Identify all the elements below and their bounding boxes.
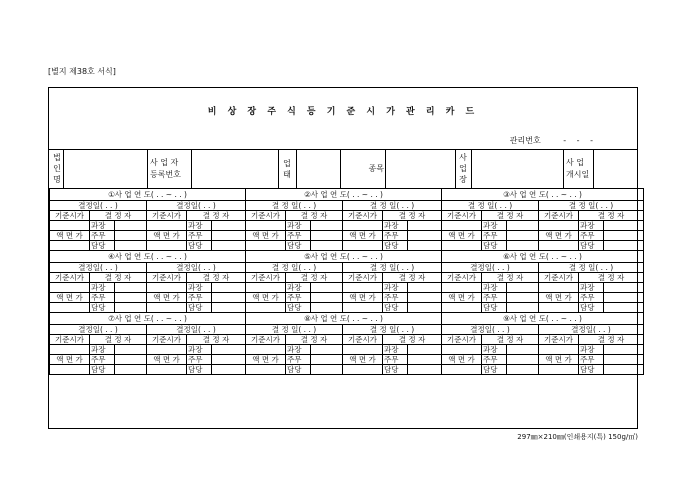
chief-sign[interactable] (212, 293, 246, 303)
director-label: 과장 (579, 221, 604, 231)
chief-label: 주무 (187, 231, 212, 241)
base-price-label: 기준시가 (246, 335, 286, 345)
officer-sign[interactable] (408, 303, 442, 313)
chief-label: 주무 (90, 293, 115, 303)
decision-date-cell: 결정일( . . ) (50, 263, 147, 273)
base-price-label: 기준시가 (50, 273, 90, 283)
fiscal-year-row (50, 313, 644, 325)
face-value-value[interactable] (147, 241, 187, 251)
decision-date-row (50, 201, 644, 211)
chief-sign[interactable] (604, 355, 644, 365)
base-price-label: 기준시가 (442, 335, 482, 345)
decision-date-cell: 결정일( . . ) (50, 325, 147, 335)
decision-date-cell: 결정일( . . ) (147, 263, 246, 273)
chief-label: 주무 (383, 231, 408, 241)
director-sign[interactable] (604, 283, 644, 293)
base-price-label: 기준시가 (147, 335, 187, 345)
base-price-label: 기준시가 (539, 273, 579, 283)
decider-label: 결 정 자 (579, 211, 644, 221)
chief-sign[interactable] (115, 293, 147, 303)
base-price-value[interactable] (442, 345, 482, 355)
chief-sign[interactable] (212, 355, 246, 365)
place-char: 업 (459, 164, 467, 173)
decision-date-cell: 결 정 일( . . ) (539, 263, 644, 273)
director-label: 과장 (286, 283, 311, 293)
decider-label: 결 정 자 (383, 211, 442, 221)
director-sign[interactable] (408, 221, 442, 231)
chief-sign[interactable] (507, 231, 539, 241)
base-price-value[interactable] (442, 283, 482, 293)
place-char: 사 (459, 153, 467, 162)
face-value-label: 액 면 가 (147, 293, 187, 303)
base-price-label: 기준시가 (442, 211, 482, 221)
face-value-value[interactable] (539, 241, 579, 251)
registration-row (49, 150, 637, 188)
officer-label: 담당 (383, 365, 408, 375)
chief-label: 주무 (286, 231, 311, 241)
director-label: 과장 (383, 345, 408, 355)
face-value-value[interactable] (50, 241, 90, 251)
face-value-label: 액 면 가 (343, 231, 383, 241)
director-label: 과장 (90, 221, 115, 231)
officer-label: 담당 (90, 241, 115, 251)
decision-date-row (50, 325, 644, 335)
card-title: 비 상 장 주 식 등 기 준 시 가 관 리 카 드 (207, 107, 479, 117)
officer-label: 담당 (482, 303, 507, 313)
director-sign[interactable] (408, 345, 442, 355)
director-sign[interactable] (212, 221, 246, 231)
decision-date-cell: 결 정 일( . . ) (343, 263, 442, 273)
fiscal-year-grid (49, 188, 644, 375)
chief-label: 주무 (383, 293, 408, 303)
director-sign[interactable] (507, 283, 539, 293)
officer-sign[interactable] (507, 303, 539, 313)
business-reg-no-line: 사 업 자 (150, 158, 179, 167)
decision-date-cell: 결 정 일( . . ) (539, 201, 644, 211)
decision-date-cell: 결정일( . . ) (147, 325, 246, 335)
director-sign[interactable] (604, 221, 644, 231)
face-value-label: 액 면 가 (343, 293, 383, 303)
base-price-label: 기준시가 (343, 211, 383, 221)
face-value-value[interactable] (343, 365, 383, 375)
price-header-row (50, 211, 644, 221)
base-price-value[interactable] (147, 283, 187, 293)
chief-sign[interactable] (604, 231, 644, 241)
base-price-value[interactable] (539, 221, 579, 231)
face-value-value[interactable] (147, 365, 187, 375)
face-value-value[interactable] (50, 303, 90, 313)
business-type-label-cell (278, 150, 296, 188)
officer-label: 담당 (286, 303, 311, 313)
officer-label: 담당 (383, 241, 408, 251)
director-sign[interactable] (212, 283, 246, 293)
face-value-value[interactable] (539, 303, 579, 313)
decision-date-cell: 결정일( . . ) (50, 201, 147, 211)
decider-label: 결 정 자 (482, 211, 539, 221)
officer-sign[interactable] (604, 365, 644, 375)
face-value-label: 액 면 가 (50, 231, 90, 241)
director-label: 과장 (187, 221, 212, 231)
face-value-label: 액 면 가 (442, 355, 482, 365)
officer-label: 담당 (286, 365, 311, 375)
base-price-label: 기준시가 (50, 211, 90, 221)
decider-label: 결 정 자 (187, 211, 246, 221)
chief-label: 주무 (90, 355, 115, 365)
corp-name-char: 인 (53, 164, 61, 173)
decider-label: 결 정 자 (187, 273, 246, 283)
chief-sign[interactable] (311, 231, 343, 241)
chief-label: 주무 (579, 293, 604, 303)
director-label: 과장 (482, 283, 507, 293)
chief-sign[interactable] (311, 293, 343, 303)
face-value-value[interactable] (442, 365, 482, 375)
start-date-line: 사 업 (566, 158, 584, 167)
officer-label: 담당 (482, 241, 507, 251)
face-value-value[interactable] (50, 365, 90, 375)
director-sign[interactable] (311, 221, 343, 231)
officer-label: 담당 (286, 241, 311, 251)
start-date-value[interactable] (593, 150, 638, 188)
place-char: 장 (459, 175, 467, 184)
chief-label: 주무 (286, 293, 311, 303)
officer-sign[interactable] (115, 365, 147, 375)
face-value-label: 액 면 가 (442, 293, 482, 303)
chief-label: 주무 (482, 293, 507, 303)
decider-label: 결 정 자 (482, 273, 539, 283)
officer-sign[interactable] (311, 365, 343, 375)
officer-label: 담당 (90, 303, 115, 313)
chief-sign[interactable] (408, 355, 442, 365)
officer-label: 담당 (187, 241, 212, 251)
fiscal-year-label: ⑨사 업 연 도( . . ~ . . ) (442, 313, 644, 325)
decider-label: 결 정 자 (482, 335, 539, 345)
corp-name-label (52, 152, 62, 185)
base-price-value[interactable] (343, 221, 383, 231)
face-value-label: 액 면 가 (539, 231, 579, 241)
fiscal-year-label: ⑦사 업 연 도( . . ~ . . ) (50, 313, 246, 325)
director-label: 과장 (482, 221, 507, 231)
face-value-label: 액 면 가 (50, 293, 90, 303)
decision-date-cell: 결 정 일( . . ) (343, 201, 442, 211)
base-price-value[interactable] (246, 283, 286, 293)
officer-label: 담당 (187, 365, 212, 375)
face-value-label: 액 면 가 (147, 231, 187, 241)
decision-date-cell: 결 정 일( . . ) (246, 325, 343, 335)
decision-date-cell: 결정일( . . ) (442, 263, 539, 273)
chief-label: 주무 (383, 355, 408, 365)
officer-sign[interactable] (212, 365, 246, 375)
start-date-line: 개시일 (566, 170, 590, 179)
base-price-label: 기준시가 (539, 335, 579, 345)
decision-date-cell: 결 정 일( . . ) (442, 201, 539, 211)
face-value-value[interactable] (246, 303, 286, 313)
officer-sign[interactable] (212, 303, 246, 313)
director-label: 과장 (286, 345, 311, 355)
place-value[interactable] (471, 150, 563, 188)
decider-label: 결 정 자 (579, 273, 644, 283)
base-price-label: 기준시가 (246, 273, 286, 283)
base-price-value[interactable] (50, 345, 90, 355)
base-price-value[interactable] (246, 345, 286, 355)
director-label: 과장 (579, 345, 604, 355)
business-type-char: 태 (283, 170, 291, 179)
decision-date-cell: 결정일( . . ) (147, 201, 246, 211)
chief-sign[interactable] (408, 293, 442, 303)
business-reg-no-value[interactable] (191, 150, 278, 188)
chief-sign[interactable] (604, 293, 644, 303)
director-sign[interactable] (604, 345, 644, 355)
director-label: 과장 (90, 345, 115, 355)
place-label-cell (455, 150, 471, 188)
face-value-label: 액 면 가 (50, 355, 90, 365)
chief-row (50, 231, 644, 241)
form-label: [별지 제38호 서식] (48, 67, 116, 76)
place-label (458, 152, 468, 185)
start-date-label (566, 157, 589, 181)
management-card-frame (48, 87, 638, 429)
director-sign[interactable] (115, 345, 147, 355)
management-number (510, 135, 597, 146)
decision-date-row (50, 263, 644, 273)
base-price-value[interactable] (50, 221, 90, 231)
director-label: 과장 (286, 221, 311, 231)
decider-label: 결 정 자 (286, 335, 343, 345)
business-type-char: 업 (283, 159, 291, 168)
fiscal-year-label: ②사 업 연 도( . . ~ . . ) (246, 189, 442, 201)
officer-sign[interactable] (311, 241, 343, 251)
face-value-label: 액 면 가 (539, 293, 579, 303)
decision-date-cell: 결 정 일( . . ) (343, 325, 442, 335)
officer-label: 담당 (579, 303, 604, 313)
director-row (50, 221, 644, 231)
chief-sign[interactable] (115, 355, 147, 365)
face-value-value[interactable] (246, 241, 286, 251)
paper-size-note: 297㎜×210㎜(인쇄용지(특) 150g/㎡) (517, 433, 638, 441)
face-value-label: 액 면 가 (343, 355, 383, 365)
price-header-row (50, 335, 644, 345)
officer-label: 담당 (383, 303, 408, 313)
business-reg-no-label (150, 157, 181, 181)
director-sign[interactable] (408, 283, 442, 293)
decision-date-cell: 결정일( . . ) (539, 325, 644, 335)
management-number-value: - - - (563, 136, 597, 145)
decider-label: 결 정 자 (90, 211, 147, 221)
face-value-value[interactable] (147, 303, 187, 313)
decider-label: 결 정 자 (383, 335, 442, 345)
base-price-value[interactable] (50, 283, 90, 293)
chief-sign[interactable] (115, 231, 147, 241)
chief-sign[interactable] (507, 293, 539, 303)
officer-label: 담당 (579, 241, 604, 251)
base-price-value[interactable] (343, 283, 383, 293)
officer-sign[interactable] (212, 241, 246, 251)
officer-sign[interactable] (311, 303, 343, 313)
base-price-value[interactable] (147, 345, 187, 355)
decision-date-cell: 결정일( . . ) (442, 325, 539, 335)
officer-sign[interactable] (604, 241, 644, 251)
officer-label: 담당 (482, 365, 507, 375)
chief-sign[interactable] (507, 355, 539, 365)
face-value-label: 액 면 가 (539, 355, 579, 365)
corp-name-char: 법 (53, 153, 61, 162)
decision-date-cell: 결 정 일( . . ) (246, 263, 343, 273)
base-price-value[interactable] (539, 283, 579, 293)
officer-sign[interactable] (408, 365, 442, 375)
item-value[interactable] (340, 150, 385, 188)
director-label: 과장 (90, 283, 115, 293)
chief-label: 주무 (286, 355, 311, 365)
base-price-label: 기준시가 (343, 335, 383, 345)
face-value-label: 액 면 가 (442, 231, 482, 241)
fiscal-year-row (50, 251, 644, 263)
management-number-label: 관리번호 (509, 136, 541, 145)
officer-row (50, 365, 644, 375)
business-reg-no-line: 등록번호 (150, 170, 181, 179)
chief-label: 주무 (579, 231, 604, 241)
fiscal-year-label: ④사 업 연 도( . . ~ . . ) (50, 251, 246, 263)
officer-sign[interactable] (115, 303, 147, 313)
chief-sign[interactable] (212, 231, 246, 241)
decider-label: 결 정 자 (383, 273, 442, 283)
decider-label: 결 정 자 (187, 335, 246, 345)
director-sign[interactable] (115, 221, 147, 231)
business-reg-no-label-cell (147, 150, 191, 188)
director-label: 과장 (579, 283, 604, 293)
fiscal-year-label: ⑤사 업 연 도( . . ~ . . ) (246, 251, 442, 263)
business-type-label (282, 158, 292, 180)
base-price-label: 기준시가 (539, 211, 579, 221)
director-label: 과장 (482, 345, 507, 355)
director-label: 과장 (187, 283, 212, 293)
base-price-label: 기준시가 (147, 273, 187, 283)
item-extra[interactable] (385, 150, 455, 188)
officer-sign[interactable] (507, 241, 539, 251)
base-price-value[interactable] (442, 221, 482, 231)
director-sign[interactable] (115, 283, 147, 293)
face-value-label: 액 면 가 (246, 293, 286, 303)
decider-label: 결 정 자 (90, 273, 147, 283)
decision-date-cell: 결 정 일( . . ) (246, 201, 343, 211)
face-value-value[interactable] (246, 365, 286, 375)
face-value-value[interactable] (539, 365, 579, 375)
face-value-value[interactable] (343, 303, 383, 313)
base-price-label: 기준시가 (50, 335, 90, 345)
director-row (50, 283, 644, 293)
decider-label: 결 정 자 (286, 211, 343, 221)
officer-sign[interactable] (604, 303, 644, 313)
officer-sign[interactable] (408, 241, 442, 251)
director-sign[interactable] (311, 345, 343, 355)
chief-label: 주무 (482, 231, 507, 241)
base-price-value[interactable] (246, 221, 286, 231)
officer-label: 담당 (579, 365, 604, 375)
director-row (50, 345, 644, 355)
base-price-value[interactable] (147, 221, 187, 231)
fiscal-year-row (50, 189, 644, 201)
item-label: 종목 (368, 164, 384, 173)
chief-row (50, 293, 644, 303)
base-price-label: 기준시가 (246, 211, 286, 221)
face-value-value[interactable] (442, 303, 482, 313)
chief-row (50, 355, 644, 365)
base-price-label: 기준시가 (343, 273, 383, 283)
face-value-value[interactable] (442, 241, 482, 251)
officer-sign[interactable] (115, 241, 147, 251)
base-price-value[interactable] (539, 345, 579, 355)
face-value-value[interactable] (343, 241, 383, 251)
director-sign[interactable] (507, 345, 539, 355)
director-sign[interactable] (311, 283, 343, 293)
officer-row (50, 241, 644, 251)
chief-label: 주무 (187, 293, 212, 303)
chief-label: 주무 (90, 231, 115, 241)
fiscal-year-label: ①사 업 연 도( . . ~ . . ) (50, 189, 246, 201)
base-price-label: 기준시가 (442, 273, 482, 283)
officer-label: 담당 (187, 303, 212, 313)
director-label: 과장 (187, 345, 212, 355)
director-sign[interactable] (507, 221, 539, 231)
director-sign[interactable] (212, 345, 246, 355)
director-label: 과장 (383, 221, 408, 231)
chief-label: 주무 (482, 355, 507, 365)
decider-label: 결 정 자 (286, 273, 343, 283)
face-value-label: 액 면 가 (147, 355, 187, 365)
price-header-row (50, 273, 644, 283)
fiscal-year-label: ⑧사 업 연 도( . . ~ . . ) (246, 313, 442, 325)
officer-label: 담당 (90, 365, 115, 375)
corp-name-char: 명 (53, 175, 61, 184)
face-value-label: 액 면 가 (246, 231, 286, 241)
director-label: 과장 (383, 283, 408, 293)
officer-sign[interactable] (507, 365, 539, 375)
face-value-label: 액 면 가 (246, 355, 286, 365)
decider-label: 결 정 자 (579, 335, 644, 345)
fiscal-year-label: ⑥사 업 연 도( . . ~ . . ) (442, 251, 644, 263)
chief-label: 주무 (579, 355, 604, 365)
chief-sign[interactable] (408, 231, 442, 241)
chief-sign[interactable] (311, 355, 343, 365)
fiscal-year-label: ③사 업 연 도( . . ~ . . ) (442, 189, 644, 201)
business-type-value[interactable] (296, 150, 340, 188)
officer-row (50, 303, 644, 313)
chief-label: 주무 (187, 355, 212, 365)
decider-label: 결 정 자 (90, 335, 147, 345)
start-date-label-cell (563, 150, 593, 188)
corp-name-value[interactable] (63, 150, 147, 188)
base-price-label: 기준시가 (147, 211, 187, 221)
base-price-value[interactable] (343, 345, 383, 355)
